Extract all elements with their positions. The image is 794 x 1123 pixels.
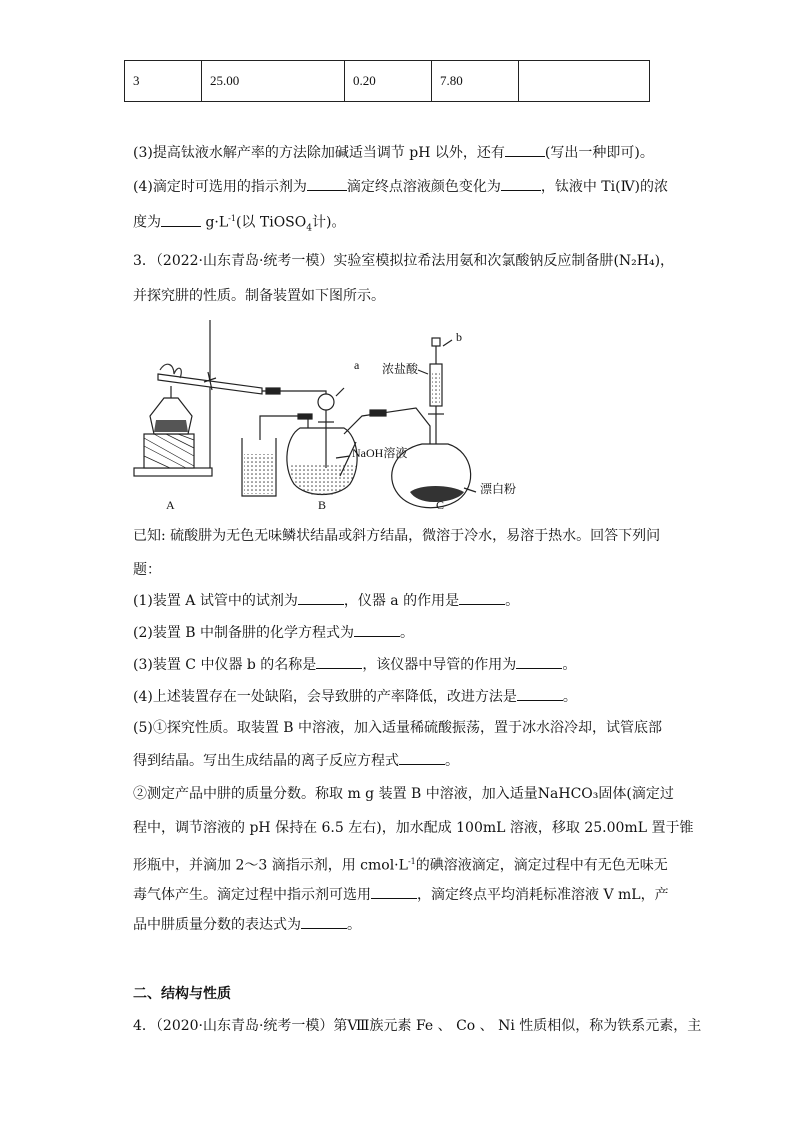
label-a: a [354, 358, 360, 372]
q3-sub5-6: 毒气体产生。滴定过程中指示剂可选用 ，滴定终点平均消耗标准溶液 V mL，产 [133, 884, 669, 905]
q2-part4-cont: 度为 $g\cdot L^{-1}$(以 TiOSO$_4$计)。 [133, 209, 345, 238]
answer-blank [505, 142, 545, 157]
label-b: b [456, 330, 462, 344]
q3-sub5-5: 形瓶中，并滴加 2～3 滴指示剂，用 $cmol\cdot L^{-1}$的碘溶液滴定，滴定过程中有无色无味无 [133, 857, 668, 874]
q2-part4: (4)滴定时可选用的指示剂为 滴定终点溶液颜色变化为 ，钛液中 Ti(Ⅳ)的浓 [133, 176, 668, 197]
q3-sub5-7: 品中肼质量分数的表达式为 。 [133, 914, 361, 935]
caption-A: A [166, 498, 175, 512]
label-conc-hcl: 浓盐酸 [382, 362, 419, 376]
q3-sub2: (2)装置 B 中制备肼的化学方程式为 。 [133, 622, 414, 643]
apparatus-figure [130, 316, 550, 516]
table-cell: 0.20 [345, 61, 432, 102]
q3-sub5-4: 程中，调节溶液的 pH 保持在 6.5 左右)，加水配成 100mL 溶液，移取 25.00mL 置于锥 [133, 820, 694, 836]
answer-blank [371, 884, 417, 899]
answer-blank [161, 212, 201, 227]
known-info-cont: 题： [133, 562, 161, 578]
q3-sub4: (4)上述装置存在一处缺陷，会导致肼的产率降低，改进方法是 。 [133, 686, 577, 707]
table-cell [519, 61, 650, 102]
answer-blank [307, 176, 347, 191]
answer-blank [301, 914, 347, 929]
answer-blank [354, 622, 400, 637]
caption-B: B [318, 498, 327, 512]
answer-blank [399, 750, 445, 765]
section-heading: 二、结构与性质 [133, 986, 231, 1002]
table-cell: 25.00 [202, 61, 345, 102]
label-naoh: NaOH溶液 [352, 446, 408, 460]
caption-C: C [436, 498, 445, 512]
q3-intro-cont: 并探究肼的性质。制备装置如下图所示。 [133, 288, 385, 304]
q3-sub5-1: (5)①探究性质。取装置 B 中溶液，加入适量稀硫酸振荡，置于冰水浴冷却，试管底部 [133, 720, 663, 736]
known-info: 已知: 硫酸肼为无色无味鳞状结晶或斜方结晶，微溶于冷水，易溶于热水。回答下列问 [133, 528, 661, 544]
answer-blank [298, 590, 344, 605]
answer-blank [316, 654, 362, 669]
q3-sub1: (1)装置 A 试管中的试剂为 ，仪器 a 的作用是 。 [133, 590, 519, 611]
answer-blank [501, 176, 541, 191]
q3-intro: 3．（2022·山东青岛·统考一模）实验室模拟拉希法用氨和次氯酸钠反应制备肼(N₂H₄)， [133, 253, 675, 269]
table-row [125, 61, 650, 102]
table-cell: 7.80 [432, 61, 519, 102]
answer-blank [516, 654, 562, 669]
data-table [124, 60, 650, 102]
q3-sub5-2: 得到结晶。写出生成结晶的离子反应方程式 。 [133, 750, 459, 771]
label-bleaching-powder: 漂白粉 [480, 482, 517, 496]
q4-text: 4．（2020·山东青岛·统考一模）第Ⅷ族元素 Fe 、 Co 、 Ni 性质相似，称为铁系元素，主 [133, 1018, 702, 1034]
answer-blank [517, 686, 563, 701]
answer-blank [459, 590, 505, 605]
q3-sub3: (3)装置 C 中仪器 b 的名称是 ，该仪器中导管的作用为 。 [133, 654, 576, 675]
q3-sub5-3: ②测定产品中肼的质量分数。称取 m g 装置 B 中溶液，加入适量NaHCO₃固体(滴定过 [133, 786, 674, 802]
table-cell: 3 [125, 61, 202, 102]
q2-part3: (3)提高钛液水解产率的方法除加碱适当调节 pH 以外，还有 (写出一种即可)。 [133, 142, 654, 163]
